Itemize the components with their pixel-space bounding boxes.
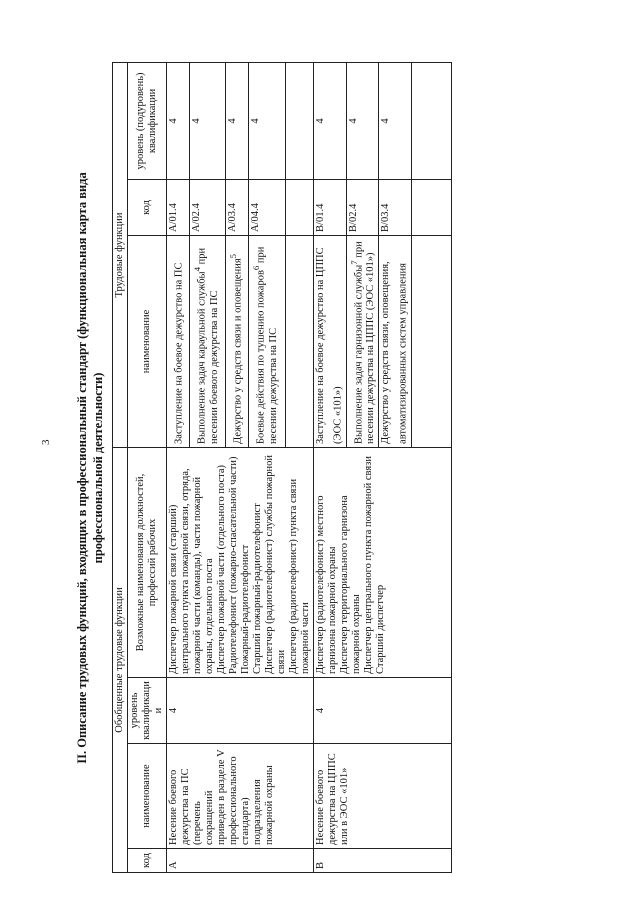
function-name: Выполнение задач гарнизонной службы$^7$ при несении дежурства на ЦППС (ЭОС «101»): [346, 235, 379, 447]
function-code: A/03.4: [226, 179, 249, 235]
function-code: B/03.4: [379, 179, 412, 235]
position-item: Старший пожарный-радиотелефонист: [252, 503, 263, 674]
group-level: 4: [167, 678, 314, 744]
function-level: 4: [190, 62, 226, 179]
group-code: A: [167, 849, 314, 873]
function-level: 4: [226, 62, 249, 179]
section-title-line-1: II. Описание трудовых функций, входящих в профессиональный стандарт (функциональная карта вида: [75, 172, 89, 764]
function-code: A/01.4: [167, 179, 190, 235]
header-name: наименование: [128, 744, 167, 849]
position-item: Диспетчер (радиотелефонист) местного гарнизона пожарной охраны: [315, 495, 338, 674]
position-item: Диспетчер центрального пункта пожарной связи: [363, 456, 374, 674]
section-title: [74, 63, 106, 873]
group-name: Несение боевого дежурства на ПС (перечень сокращений приведен в разделе V профессионального стандарта) подразделения пожарной охраны: [167, 744, 314, 849]
group-positions: [314, 447, 452, 677]
header-labor-functions: Трудовые функции: [113, 62, 128, 447]
function-name: Дежурство у средств связи, оповещения, автоматизированных систем управления: [379, 235, 412, 447]
function-level: 4: [314, 62, 347, 179]
section-title-line-2: профессиональной деятельности): [91, 372, 105, 564]
position-item: Радиотелефонист (пожарно-спасательной части): [228, 456, 239, 674]
function-level: 4: [346, 62, 379, 179]
position-item: Старший диспетчер: [375, 584, 386, 674]
function-code: B/02.4: [346, 179, 379, 235]
header-labor-code: код: [128, 179, 167, 235]
function-name: Заступление на боевое дежурство на ПС: [167, 235, 190, 447]
group-code: B: [314, 849, 452, 873]
group-name: Несение боевого дежурства на ЦППС или в ЭОС «101»: [314, 744, 452, 849]
function-name: Заступление на боевое дежурство на ЦППС (ЭОС «101»): [314, 235, 347, 447]
position-item: Диспетчер пожарной связи (старший) центрального пункта пожарной связи, отряда, пожарной части (команды), части пожарной охраны, отдельного поста: [168, 468, 215, 674]
header-labor-name: наименование: [128, 235, 167, 447]
position-item: Диспетчер территориального гарнизона пожарной охраны: [339, 495, 362, 674]
header-sublevel: уровень (подуровень) квалификации: [128, 62, 167, 179]
function-name: Боевые действия по тушению пожаров$^6$ при несении дежурства на ПС: [249, 235, 286, 447]
header-positions: Возможные наименования должностей, профессий рабочих: [128, 447, 167, 677]
function-level: 4: [249, 62, 286, 179]
function-level: 4: [167, 62, 190, 179]
function-code: A/02.4: [190, 179, 226, 235]
position-item: Пожарный-радиотелефонист: [240, 544, 251, 674]
function-name: Выполнение задач караульной службы$^4$ при несении боевого дежурства на ПС: [190, 235, 226, 447]
position-item: Диспетчер (радиотелефонист) службы пожарной связи: [264, 455, 287, 674]
function-code: A/04.4: [249, 179, 286, 235]
function-code: B/01.4: [314, 179, 347, 235]
position-item: Диспетчер пожарной части (отдельного поста): [216, 465, 227, 674]
page-number: 3: [40, 439, 52, 445]
header-generalized-functions: Обобщенные трудовые функции: [113, 447, 128, 872]
function-name: Дежурство у средств связи и оповещения$^5$: [226, 235, 249, 447]
position-item: Диспетчер (радиотелефонист) пункта связи пожарной части: [288, 478, 311, 674]
group-level: 4: [314, 678, 452, 744]
functional-map-table: [112, 62, 452, 873]
header-level: уровень квалификации: [128, 678, 167, 744]
function-level: 4: [379, 62, 412, 179]
table-row: [314, 62, 347, 872]
header-code: код: [128, 849, 167, 873]
table-row: [167, 62, 190, 872]
group-positions: [167, 447, 314, 677]
rotated-page-content: [75, 63, 542, 873]
